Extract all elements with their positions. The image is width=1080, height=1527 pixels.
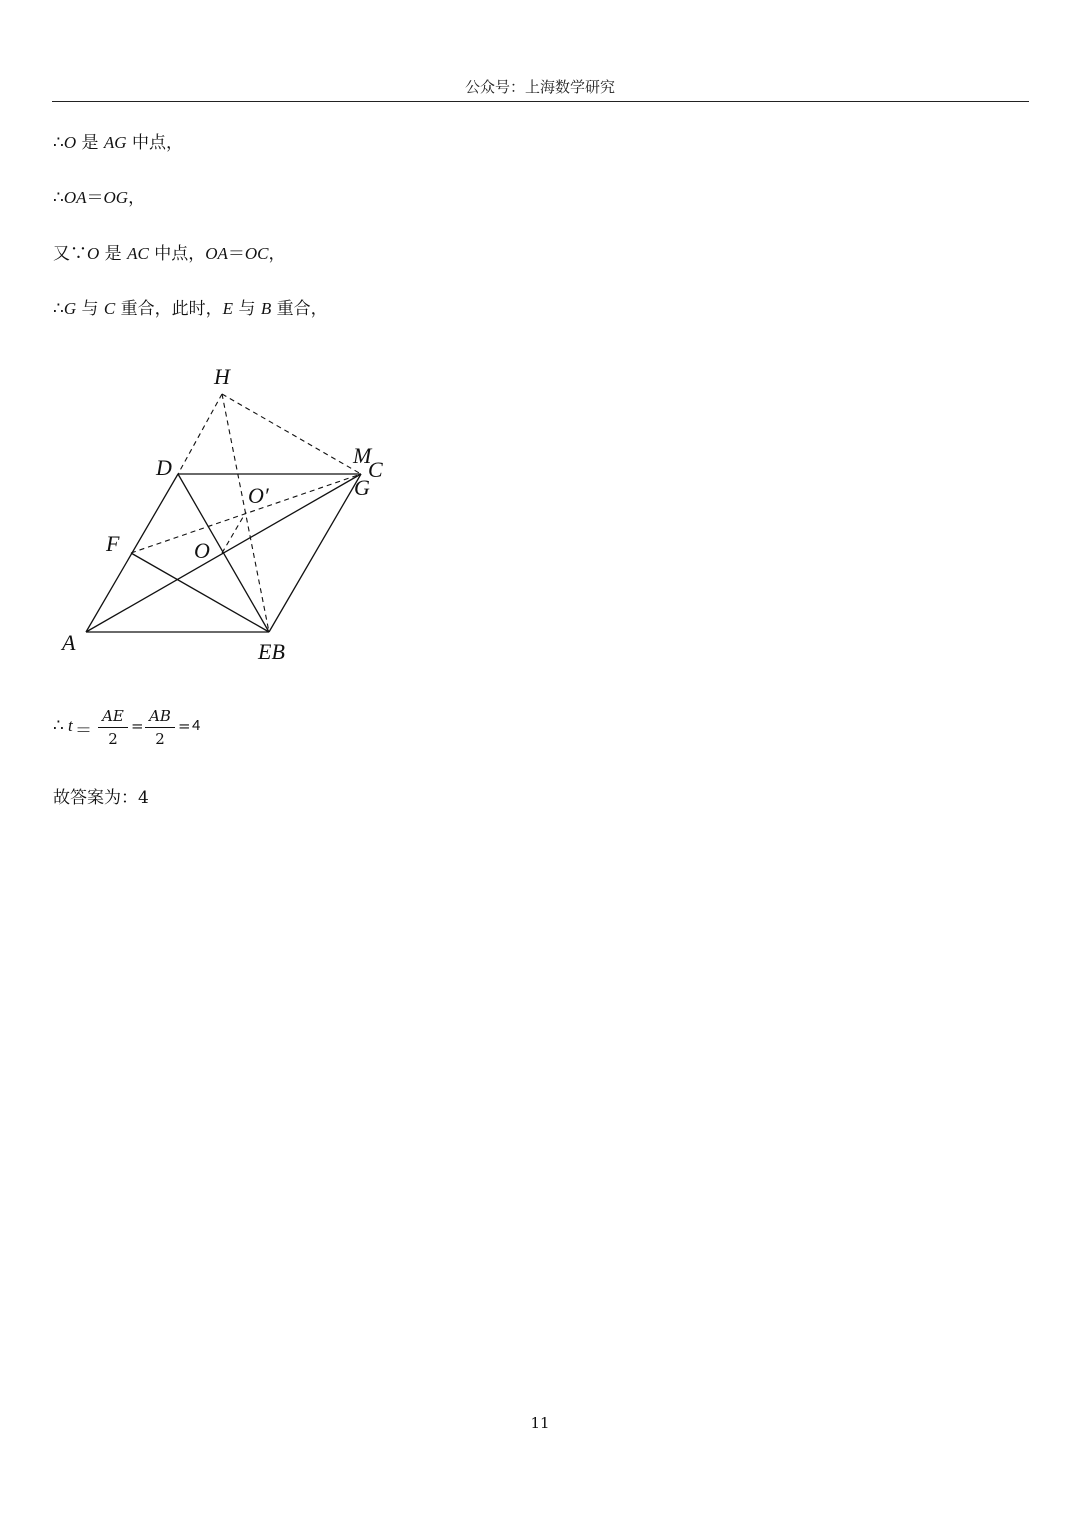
text-segment: ＝ bbox=[227, 244, 245, 264]
formula-equals-2: = bbox=[131, 717, 144, 735]
math-variable: OA bbox=[205, 244, 228, 263]
proof-line-2 bbox=[53, 186, 145, 210]
label-O: O bbox=[194, 538, 210, 563]
segment-HC bbox=[222, 394, 361, 474]
text-segment: 重合， bbox=[271, 299, 328, 319]
formula-equals-1: ＝ bbox=[75, 721, 92, 741]
text-segment: ， bbox=[128, 188, 146, 208]
proof-line-4 bbox=[53, 297, 328, 321]
text-segment: 与 bbox=[76, 299, 104, 319]
segment-CB bbox=[269, 474, 361, 632]
page-number: 11 bbox=[530, 1414, 550, 1432]
math-variable: OC bbox=[244, 244, 269, 263]
math-variable: OA bbox=[63, 188, 87, 207]
header-divider bbox=[52, 101, 1029, 102]
formula-result: 4 bbox=[192, 717, 201, 734]
fraction-AE-over-2 bbox=[98, 705, 128, 750]
math-variable: C bbox=[103, 299, 116, 318]
label-A: A bbox=[62, 630, 76, 655]
math-variable: OG bbox=[103, 188, 129, 207]
math-variable: G bbox=[63, 299, 77, 318]
text-segment: 重合，此时， bbox=[115, 299, 223, 319]
label-D: D bbox=[156, 455, 172, 480]
fraction-AB-over-2 bbox=[145, 705, 175, 750]
math-variable: O bbox=[87, 244, 100, 263]
answer-line: 故答案为：4 bbox=[53, 788, 149, 808]
text-segment: 中点， bbox=[148, 244, 206, 264]
label-F: F bbox=[106, 531, 120, 556]
segment-FC bbox=[131, 474, 361, 553]
text-segment: ∴ bbox=[53, 133, 64, 153]
text-segment: 是 bbox=[76, 133, 104, 153]
math-variable: O bbox=[63, 133, 77, 152]
text-segment: ＝ bbox=[86, 188, 104, 208]
label-O-prime: O′ bbox=[248, 483, 269, 508]
label-C: C bbox=[368, 457, 383, 482]
fraction-denominator: 2 bbox=[108, 730, 118, 748]
math-variable: B bbox=[260, 299, 272, 318]
text-segment: 是 bbox=[99, 244, 128, 264]
label-M: M bbox=[353, 443, 372, 468]
label-H: H bbox=[214, 364, 230, 389]
geometry-diagram bbox=[55, 355, 400, 670]
text-segment: 又∵ bbox=[53, 244, 87, 264]
label-G: G bbox=[354, 475, 370, 500]
segment-FE bbox=[131, 553, 269, 632]
proof-line-3 bbox=[53, 242, 286, 266]
label-EB: EB bbox=[258, 639, 285, 664]
text-segment: ， bbox=[268, 244, 286, 264]
proof-line-1 bbox=[53, 131, 183, 155]
math-variable: E bbox=[222, 299, 234, 318]
math-variable: AG bbox=[103, 133, 127, 152]
formula-therefore: ∴ bbox=[53, 716, 64, 736]
fraction-numerator: AB bbox=[149, 707, 171, 725]
formula-equals-3: = bbox=[178, 717, 191, 735]
formula-variable: t bbox=[68, 716, 73, 735]
fraction-denominator: 2 bbox=[155, 730, 165, 748]
text-segment: ∴ bbox=[53, 299, 64, 319]
math-variable: AC bbox=[127, 244, 149, 263]
text-segment: 中点， bbox=[126, 133, 183, 153]
segment-HD bbox=[178, 394, 222, 474]
page-header: 公众号：上海数学研究 bbox=[464, 78, 615, 96]
text-segment: ∴ bbox=[53, 188, 64, 208]
text-segment: 与 bbox=[233, 299, 261, 319]
fraction-numerator: AE bbox=[102, 707, 124, 725]
